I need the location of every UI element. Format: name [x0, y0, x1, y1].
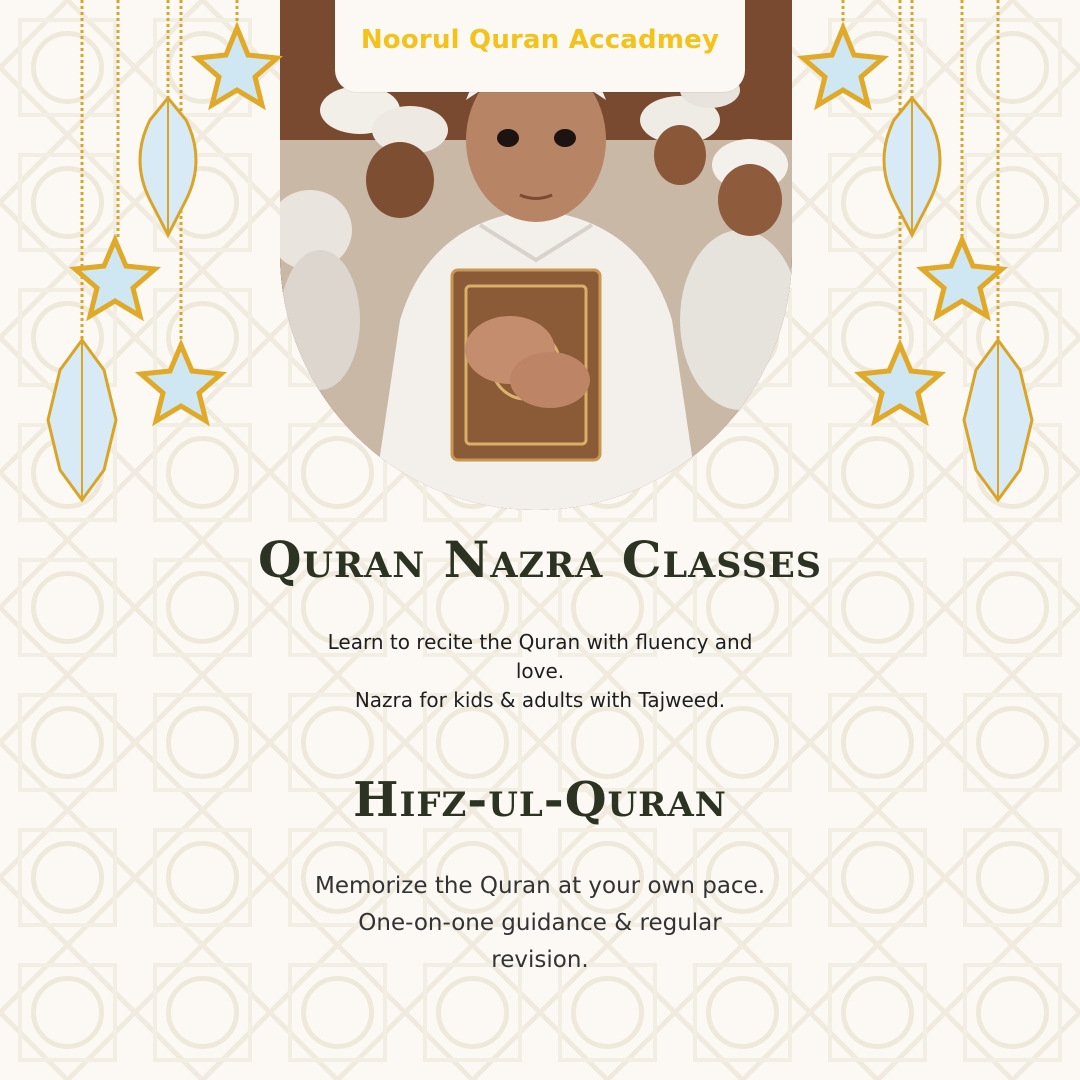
- nazra-classes-heading: Quran Nazra Classes: [257, 530, 823, 589]
- description-line: Memorize the Quran at your own pace.: [314, 873, 766, 899]
- hanging-lantern-icon: [140, 98, 196, 235]
- hifz-description: [290, 868, 790, 979]
- hifz-heading: Hifz-ul-Quran: [353, 772, 727, 828]
- description-line: One-on-one guidance & regular: [358, 910, 722, 936]
- academy-name-card: [335, 0, 745, 92]
- right-hanging-decorations: [790, 0, 1080, 520]
- description-line: Nazra for kids & adults with Tajweed.: [354, 688, 726, 712]
- description-line: Learn to recite the Quran with fluency and: [327, 630, 753, 654]
- hanging-star-icon: [75, 28, 277, 421]
- left-hanging-decorations: [0, 0, 290, 520]
- description-line: revision.: [491, 947, 589, 973]
- academy-name: Noorul Quran Accadmey: [360, 25, 720, 55]
- nazra-classes-description: [290, 628, 790, 715]
- description-line: love.: [515, 659, 565, 683]
